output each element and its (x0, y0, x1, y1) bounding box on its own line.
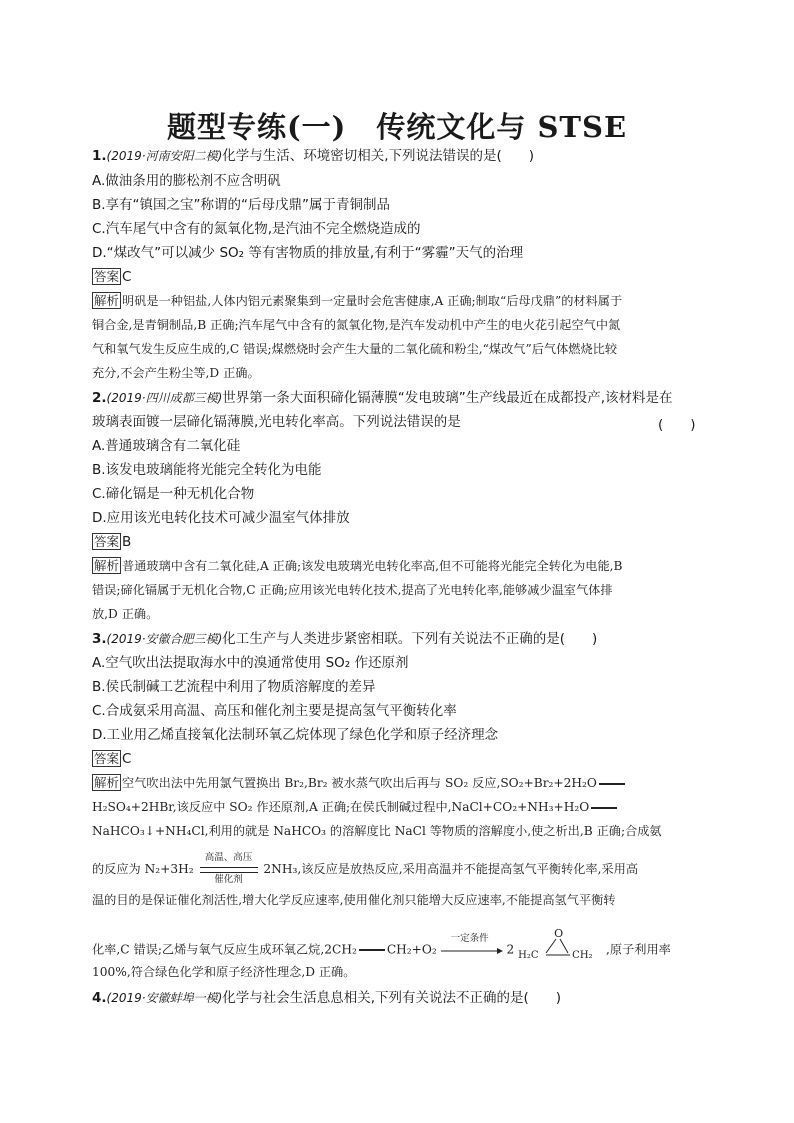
reaction-condition-top: 高温、高压 (204, 851, 253, 863)
question-text: 世界第一条大面积碲化镉薄膜“发电玻璃”生产线最近在成都投产,该材料是在 (222, 390, 673, 406)
explanation-line (92, 851, 639, 885)
answer-label: 答案 (94, 269, 120, 284)
option-c: C.合成氨采用高温、高压和催化剂主要是提高氢气平衡转化率 (92, 703, 457, 719)
epoxide-left-carbon: H₂C (518, 950, 539, 961)
explanation-line (92, 798, 619, 816)
question-number: 3. (92, 631, 107, 647)
answer-label: 答案 (94, 751, 120, 766)
question-number: 1. (92, 148, 107, 164)
explanation-text: 的反应为 N₂+3H₂ (92, 862, 194, 876)
explanation-text: ,原子利用率 (606, 942, 671, 957)
explanation-line: NaHCO₃↓+NH₄Cl,利用的就是 NaHCO₃ 的溶解度比 NaCl 等物质的溶解度小,使之析出,B 正确;合成氨 (92, 824, 662, 838)
question-1-stem (92, 147, 534, 165)
option-d: D.工业用乙烯直接氧化法制环氧乙烷体现了绿色化学和原子经济理念 (92, 727, 499, 743)
answer-label: 答案 (94, 534, 120, 549)
explanation-line (92, 927, 671, 965)
epoxide-structure (518, 927, 602, 965)
explanation-text: 2 (506, 942, 515, 957)
answer-blank: ( ) (658, 417, 696, 433)
epoxide-oxygen: O (554, 927, 564, 940)
explanation-line (92, 774, 627, 792)
question-text: 化学与社会生活息息相关,下列有关说法不正确的是( ) (222, 990, 562, 1006)
equals-sign (591, 807, 617, 809)
option-b: B.享有“镇国之宝”称谓的“后母戊鼎”属于青铜制品 (92, 197, 391, 213)
explanation-line (92, 292, 622, 310)
option-c: C.碲化镉是一种无机化合物 (92, 486, 255, 502)
question-2-stem-cont: 玻璃表面镀一层碲化镉薄膜,光电转化率高。下列说法错误的是 (92, 414, 461, 430)
option-d: D.应用该光电转化技术可减少温室气体排放 (92, 510, 350, 526)
explanation-line: 100%,符合绿色化学和原子经济性理念,D 正确。 (92, 965, 356, 979)
question-2-stem (92, 389, 673, 407)
explanation-line: 错误;碲化镉属于无机化合物,C 正确;应用该光电转化技术,提高了光电转化率,能够减少温室气体排 (92, 583, 613, 597)
epoxide-right-carbon: CH₂ (572, 950, 593, 961)
option-c: C.汽车尾气中含有的氮氧化物,是汽油不完全燃烧造成的 (92, 221, 421, 237)
explanation-line (92, 557, 623, 575)
option-d: D.“煤改气”可以减少 SO₂ 等有害物质的排放量,有利于“雾霾”天气的治理 (92, 245, 524, 261)
question-text: 化学与生活、环境密切相关,下列说法错误的是( ) (222, 148, 535, 164)
question-3-stem (92, 630, 597, 648)
explanation-text: 空气吹出法中先用氯气置换出 Br₂,Br₂ 被水蒸气吹出后再与 SO₂ 反应,SO₂+Br₂+2H₂O (122, 776, 597, 790)
explanation-line: 放,D 正确。 (92, 607, 159, 621)
explanation-text: CH₂+O₂ (386, 942, 437, 957)
equals-sign (599, 783, 625, 785)
explanation-text: 化率,C 错误;乙烯与氧气反应生成环氧乙烷,2CH₂ (92, 942, 357, 957)
explanation-line: 温的目的是保证催化剂活性,增大化学反应速率,使用催化剂只能增大反应速率,不能提高氢气平衡转 (92, 893, 616, 907)
answer-value: C (122, 751, 132, 767)
question-source: (2019·四川成都三模) (106, 391, 223, 405)
explanation-label: 解析 (94, 293, 120, 308)
explanation-text: 普通玻璃中含有二氧化硅,A 正确;该发电玻璃光电转化率高,但不可能将光能完全转化为电能,B (122, 559, 623, 573)
question-4-stem (92, 989, 561, 1007)
question-source: (2019·安徽合肥三模) (106, 632, 223, 646)
reaction-condition-bottom: 催化剂 (214, 873, 243, 885)
question-number: 4. (92, 990, 107, 1006)
option-a: A.空气吹出法提取海水中的溴通常使用 SO₂ 作还原剂 (92, 655, 409, 671)
reaction-condition-arrow (200, 851, 258, 885)
question-number: 2. (92, 390, 107, 406)
explanation-text: H₂SO₄+2HBr,该反应中 SO₂ 作还原剂,A 正确;在侯氏制碱过程中,NaCl+CO₂+NH₃+H₂O (92, 800, 590, 814)
option-a: A.做油条用的膨松剂不应含明矾 (92, 173, 281, 189)
explanation-text: 2NH₃,该反应是放热反应,采用高温并不能提高氢气平衡转化率,采用高 (263, 862, 639, 876)
page-title: 题型专练(一) 传统文化与 STSE (166, 110, 628, 144)
option-a: A.普通玻璃含有二氧化硅 (92, 438, 241, 454)
question-source: (2019·河南安阳二模) (106, 149, 223, 163)
explanation-text: 明矾是一种铝盐,人体内铝元素聚集到一定量时会危害健康,A 正确;制取“后母戊鼎”的材料属于 (122, 294, 623, 308)
explanation-label: 解析 (94, 775, 120, 790)
explanation-line: 充分,不会产生粉尘等,D 正确。 (92, 366, 260, 380)
answer-row (92, 750, 131, 768)
double-bond (359, 949, 385, 951)
question-source: (2019·安徽蚌埠一模) (106, 991, 223, 1005)
answer-row (92, 268, 131, 286)
option-b: B.该发电玻璃能将光能完全转化为电能 (92, 462, 322, 478)
explanation-line: 气和氧气发生反应生成的,C 错误;煤燃烧时会产生大量的二氧化硫和粉尘,“煤改气”后气体燃烧比较 (92, 342, 618, 356)
explanation-line: 铜合金,是青铜制品,B 正确;汽车尾气中含有的氮氧化物,是汽车发动机中产生的电火花引起空气中氮 (92, 318, 621, 332)
question-text: 化工生产与人类进步紧密相联。下列有关说法不正确的是( ) (222, 631, 598, 647)
answer-value: C (122, 269, 132, 285)
arrow-icon (441, 946, 503, 956)
explanation-label: 解析 (94, 558, 120, 573)
answer-row (92, 533, 131, 551)
answer-value: B (122, 534, 132, 550)
reaction-arrow (441, 933, 503, 959)
option-b: B.侯氏制碱工艺流程中利用了物质溶解度的差异 (92, 679, 376, 695)
reaction-condition: 一定条件 (450, 933, 489, 944)
